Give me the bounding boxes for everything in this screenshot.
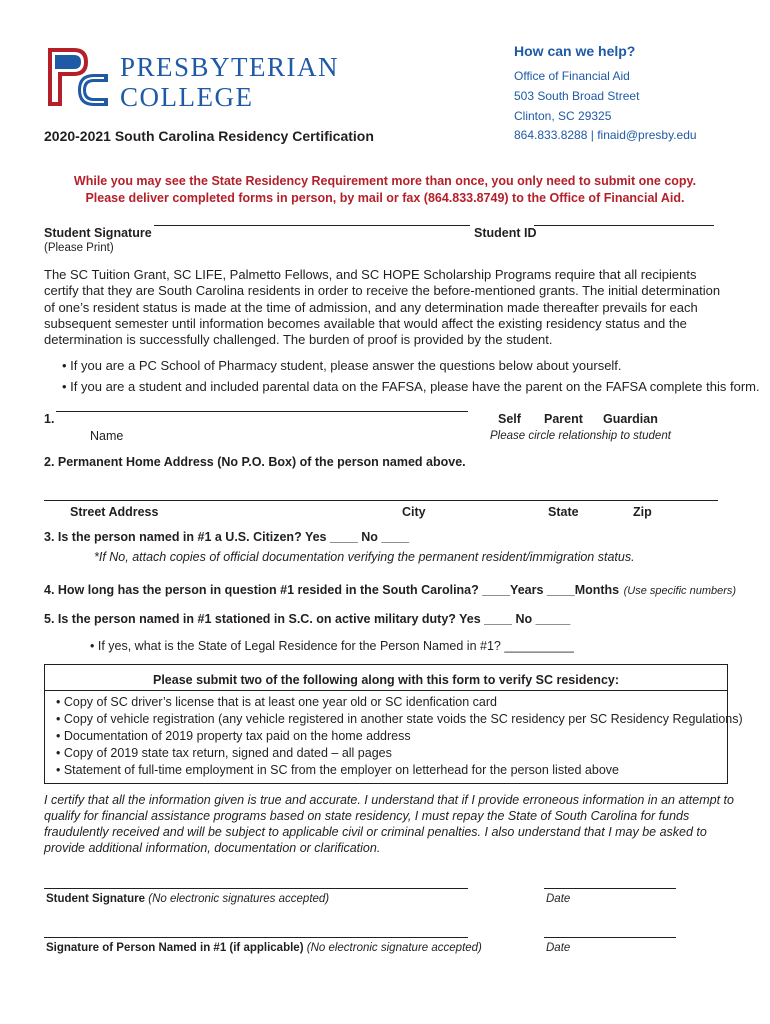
notice-line-2: Please deliver completed forms in person, by mail or fax (864.833.8749) to the Office of Financial Aid. — [85, 191, 685, 205]
q4-text: 4. How long has the person in question #1 resided in the South Carolina? ____Years ____Months — [44, 583, 620, 597]
fafsa-bullet: • If you are a student and included parental data on the FAFSA, please have the parent on the FAFSA complete this form. — [62, 379, 760, 394]
contact-city: Clinton, SC 29325 — [514, 109, 612, 123]
q1-name-label: Name — [90, 429, 124, 443]
student-signature-label: Student Signature — [44, 226, 152, 240]
q1-number: 1. — [44, 412, 55, 426]
relationship-parent[interactable]: Parent — [544, 412, 583, 426]
contact-street: 503 South Broad Street — [514, 89, 640, 103]
student-name-field[interactable] — [154, 225, 470, 226]
verify-item: • Statement of full-time employment in SC from the employer on letterhead for the person listed above — [56, 763, 619, 777]
q5-sub: • If yes, what is the State of Legal Residence for the Person Named in #1? __________ — [90, 639, 574, 653]
date-field-1[interactable] — [544, 888, 676, 889]
verification-title: Please submit two of the following along with this form to verify SC residency: — [152, 673, 620, 687]
verification-divider — [44, 690, 728, 691]
q3-note: *If No, attach copies of official documentation verifying the permanent resident/immigration status. — [94, 550, 635, 564]
q2-text: 2. Permanent Home Address (No P.O. Box) of the person named above. — [44, 455, 466, 469]
intro-paragraph: The SC Tuition Grant, SC LIFE, Palmetto Fellows, and SC HOPE Scholarship Programs require that all recipients certify that they are South Carolina residents in order to receive the before-mentioned grants. The initial determination of one’s resident status is made at the time of admission, and any determination made thereafter prevails for each subsequent semester until information becomes available that would affect the existing residency status and the determination is successfully challenged. The burden of proof is provided by the student. — [44, 267, 721, 348]
help-heading: How can we help? — [514, 43, 636, 59]
relationship-guardian[interactable]: Guardian — [603, 412, 658, 426]
date-field-2[interactable] — [544, 937, 676, 938]
college-wordmark — [120, 52, 339, 112]
relationship-self[interactable]: Self — [498, 412, 521, 426]
student-id-label: Student ID — [474, 226, 537, 240]
contact-phone-email: 864.833.8288 | finaid@presby.edu — [514, 128, 697, 142]
notice-line-1: While you may see the State Residency Requirement more than once, you only need to submit one copy. — [73, 174, 697, 188]
date-label-2: Date — [546, 942, 571, 954]
logo-line-1: PRESBYTERIAN — [120, 52, 340, 82]
city-label: City — [402, 505, 426, 519]
person-signature-note: (No electronic signature accepted) — [306, 942, 482, 954]
verify-item: • Copy of 2019 state tax return, signed and dated – all pages — [56, 746, 392, 760]
verify-item: • Copy of vehicle registration (any vehicle registered in another state voids the SC residency per SC Residency Regulations) — [56, 712, 743, 726]
contact-office: Office of Financial Aid — [514, 69, 630, 83]
address-field[interactable] — [44, 500, 718, 501]
certification-statement: I certify that all the information given is true and accurate. I understand that if I provide erroneous information in an attempt to qualify for financial assistance programs based on state residency, I must repay the State of South Carolina for funds fraudulently received and will be subject to applicable civil or criminal penalties. I also understand that I may be asked to provide additional information, documentation or clarification. — [44, 793, 734, 855]
logo-line-2: COLLEGE — [120, 82, 254, 112]
state-label: State — [548, 505, 579, 519]
date-label-1: Date — [546, 893, 571, 905]
college-logo-icon — [44, 44, 112, 112]
verify-item: • Documentation of 2019 property tax paid on the home address — [56, 729, 411, 743]
q5-text: 5. Is the person named in #1 stationed in S.C. on active military duty? Yes ____ No _____ — [44, 612, 571, 626]
relationship-note: Please circle relationship to student — [490, 430, 671, 442]
q3-text: 3. Is the person named in #1 a U.S. Citizen? Yes ____ No ____ — [44, 530, 410, 544]
q4-note: (Use specific numbers) — [623, 585, 737, 597]
student-id-field[interactable] — [534, 225, 714, 226]
student-signature-line-label: Student Signature — [46, 893, 146, 905]
student-signature-field[interactable] — [44, 888, 468, 889]
person-signature-label: Signature of Person Named in #1 (if applicable) — [46, 942, 304, 954]
please-print-note: (Please Print) — [44, 242, 114, 254]
verify-item: • Copy of SC driver’s license that is at least one year old or SC idenfication card — [56, 695, 497, 709]
pharmacy-bullet: • If you are a PC School of Pharmacy student, please answer the questions below about yourself. — [62, 358, 622, 373]
street-label: Street Address — [70, 505, 159, 519]
zip-label: Zip — [633, 505, 652, 519]
person-signature-field[interactable] — [44, 937, 468, 938]
form-title: 2020-2021 South Carolina Residency Certification — [44, 128, 374, 144]
student-signature-note: (No electronic signatures accepted) — [148, 893, 330, 905]
q1-name-field[interactable] — [56, 411, 468, 412]
